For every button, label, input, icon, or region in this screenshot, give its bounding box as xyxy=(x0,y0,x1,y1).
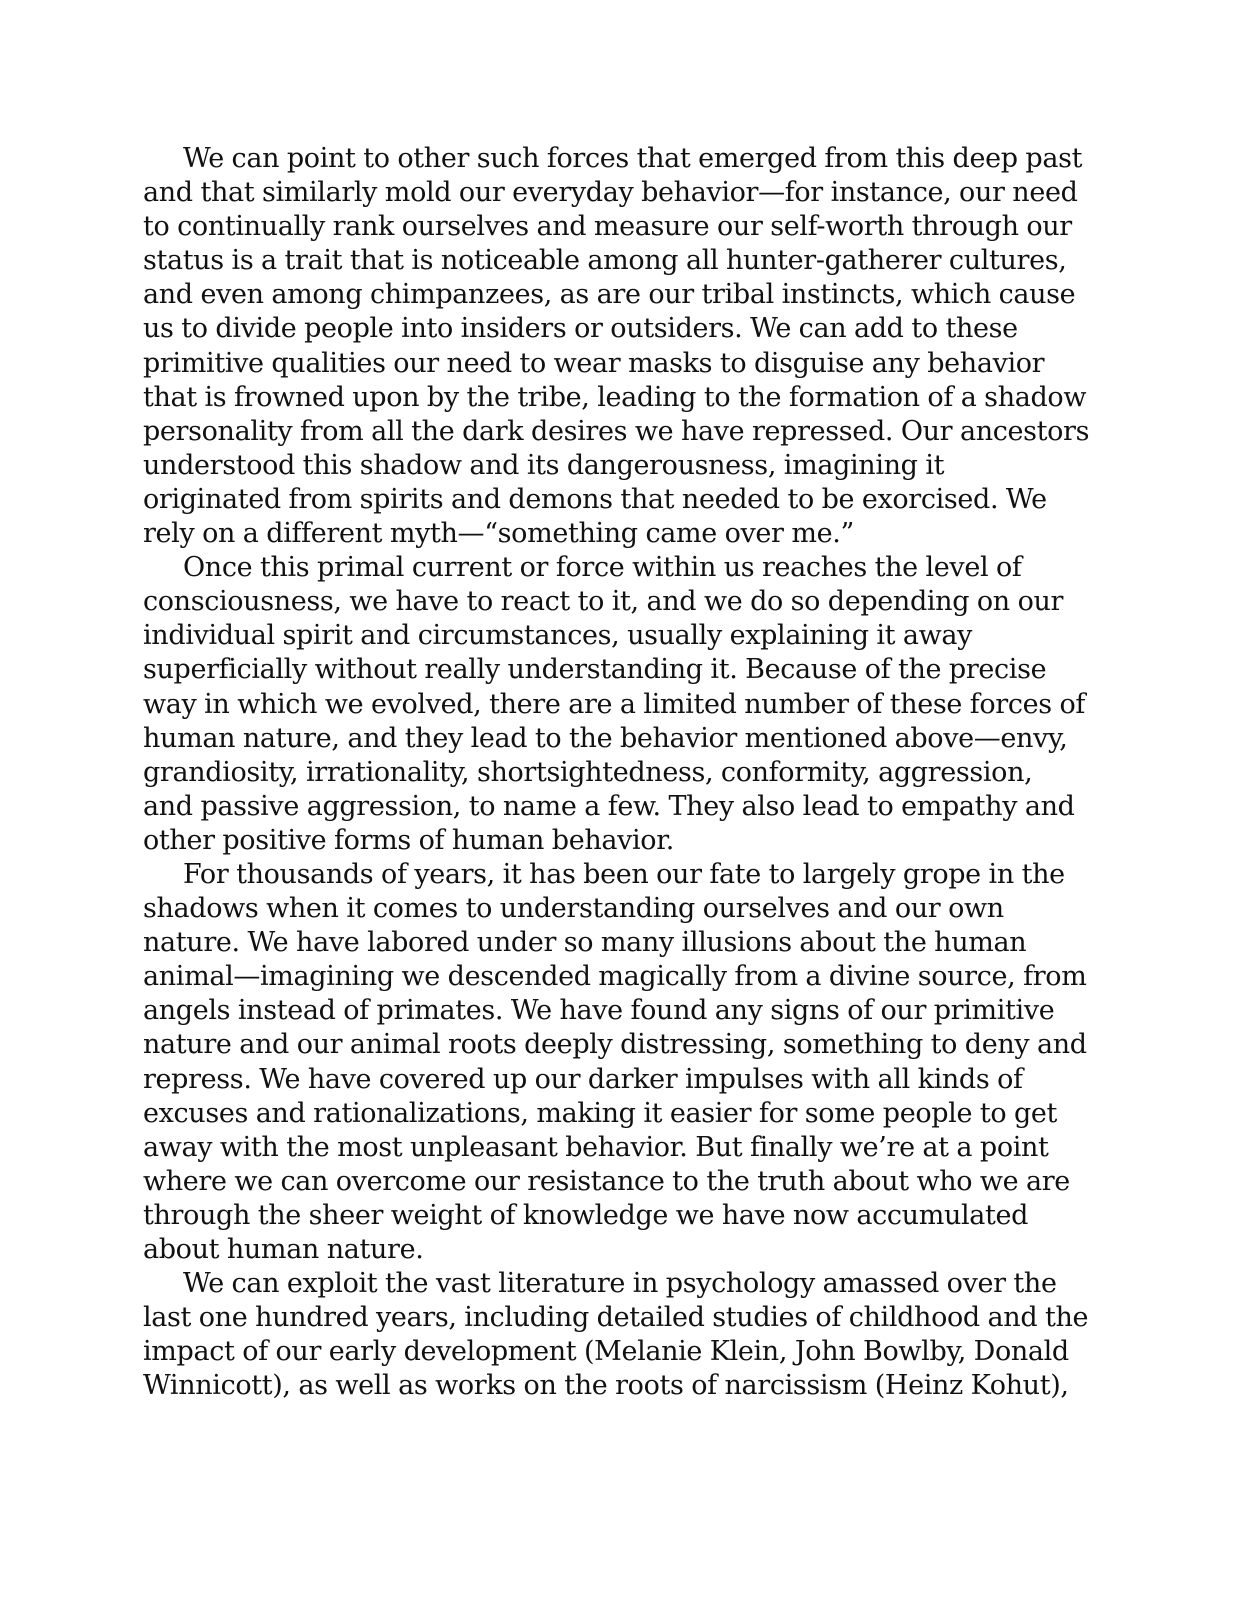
paragraph-3 xyxy=(143,858,1103,1267)
text-line: rely on a different myth—“something came over me.” xyxy=(143,518,854,550)
text-line: nature and our animal roots deeply distressing, something to deny and xyxy=(143,1029,1087,1061)
text-line: We can point to other such forces that emerged from this deep past xyxy=(183,143,1083,174)
paragraph-2 xyxy=(143,551,1103,858)
text-line: about human nature. xyxy=(143,1234,424,1265)
paragraph-4 xyxy=(143,1267,1103,1403)
text-line: understood this shadow and its dangerousness, imagining it xyxy=(143,449,945,481)
text-line: last one hundred years, including detailed studies of childhood and the xyxy=(143,1302,1089,1334)
text-line: to continually rank ourselves and measure our self-worth through our xyxy=(143,211,1072,243)
text-line: away with the most unpleasant behavior. But finally we’re at a point xyxy=(143,1131,1049,1163)
text-line: repress. We have covered up our darker impulses with all kinds of xyxy=(143,1063,1023,1095)
text-line: originated from spirits and demons that needed to be exorcised. We xyxy=(143,483,1047,515)
text-line: For thousands of years, it has been our fate to largely grope in the xyxy=(183,858,1065,890)
text-line: where we can overcome our resistance to the truth about who we are xyxy=(143,1165,1070,1197)
text-line: individual spirit and circumstances, usually explaining it away xyxy=(143,620,973,652)
text-line: and that similarly mold our everyday behavior—for instance, our need xyxy=(143,177,1078,209)
text-line: status is a trait that is noticeable among all hunter-gatherer cultures, xyxy=(143,245,1067,277)
text-line: impact of our early development (Melanie Klein, John Bowlby, Donald xyxy=(143,1336,1069,1368)
body-text xyxy=(143,142,1103,1403)
paragraph-1 xyxy=(143,142,1103,551)
text-line: that is frowned upon by the tribe, leading to the formation of a shadow xyxy=(143,381,1087,413)
text-line: animal—imagining we descended magically from a divine source, from xyxy=(143,961,1087,993)
text-line: human nature, and they lead to the behavior mentioned above—envy, xyxy=(143,722,1068,754)
text-line: and passive aggression, to name a few. They also lead to empathy and xyxy=(143,790,1075,822)
text-line: grandiosity, irrationality, shortsightedness, conformity, aggression, xyxy=(143,756,1033,788)
text-line: through the sheer weight of knowledge we have now accumulated xyxy=(143,1199,1029,1231)
text-line: us to divide people into insiders or outsiders. We can add to these xyxy=(143,313,1018,345)
text-line: shadows when it comes to understanding ourselves and our own xyxy=(143,893,1004,925)
text-line: excuses and rationalizations, making it easier for some people to get xyxy=(143,1097,1058,1129)
text-line: Once this primal current or force within us reaches the level of xyxy=(183,552,1022,584)
text-line: way in which we evolved, there are a limited number of these forces of xyxy=(143,688,1086,720)
text-line: other positive forms of human behavior. xyxy=(143,824,675,856)
text-line: We can exploit the vast literature in psychology amassed over the xyxy=(183,1268,1057,1300)
text-line: angels instead of primates. We have found any signs of our primitive xyxy=(143,995,1055,1027)
text-line: superficially without really understanding it. Because of the precise xyxy=(143,654,1047,686)
text-line: Winnicott), as well as works on the roots of narcissism (Heinz Kohut), xyxy=(143,1370,1069,1402)
text-line: and even among chimpanzees, as are our tribal instincts, which cause xyxy=(143,279,1076,311)
text-line: personality from all the dark desires we have repressed. Our ancestors xyxy=(143,415,1090,447)
text-line: primitive qualities our need to wear masks to disguise any behavior xyxy=(143,347,1045,379)
text-line: consciousness, we have to react to it, and we do so depending on our xyxy=(143,586,1064,618)
text-line: nature. We have labored under so many illusions about the human xyxy=(143,927,1027,959)
